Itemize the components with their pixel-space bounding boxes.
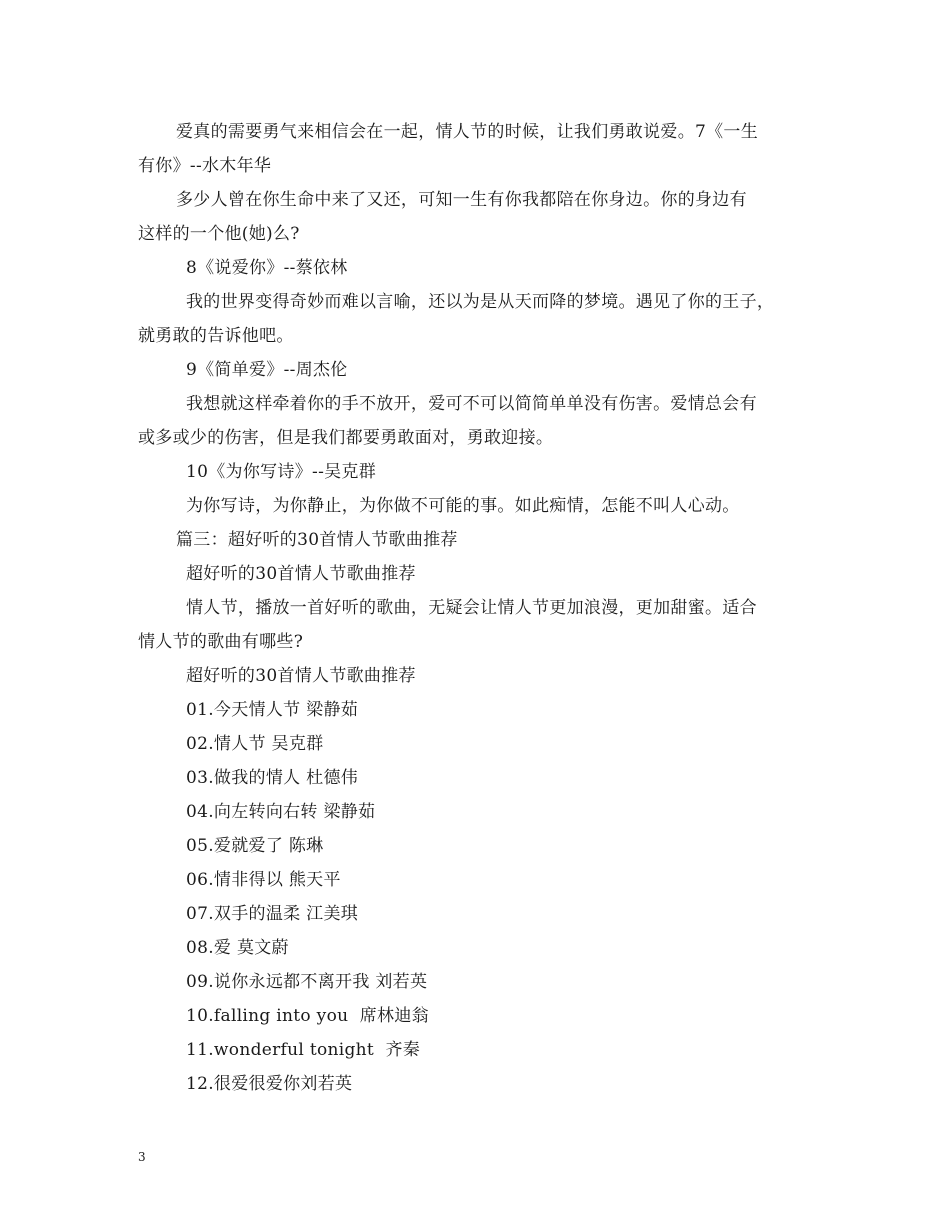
paragraph-line: 这样的一个他(她)么? xyxy=(138,224,300,244)
paragraph-line: 我想就这样牵着你的手不放开，爱可不可以简简单单没有伤害。爱情总会有 xyxy=(186,394,757,414)
list-item: 01.今天情人节 梁静茹 xyxy=(186,700,359,720)
list-item: 04.向左转向右转 梁静茹 xyxy=(186,802,376,822)
paragraph-line: 就勇敢的告诉他吧。 xyxy=(138,326,294,346)
list-item: 06.情非得以 熊天平 xyxy=(186,870,341,890)
paragraph-line: 爱真的需要勇气来相信会在一起，情人节的时候，让我们勇敢说爱。7《一生 xyxy=(176,122,759,142)
paragraph-line: 有你》--水木年华 xyxy=(138,156,272,176)
list-item: 05.爱就爱了 陈琳 xyxy=(186,836,324,856)
list-item: 08.爱 莫文蔚 xyxy=(186,938,289,958)
song-heading: 8《说爱你》--蔡依林 xyxy=(186,258,348,278)
paragraph-line: 情人节的歌曲有哪些? xyxy=(138,632,304,652)
list-item: 12.很爱很爱你刘若英 xyxy=(186,1074,353,1094)
list-item: 02.情人节 吴克群 xyxy=(186,734,324,754)
song-heading: 9《简单爱》--周杰伦 xyxy=(186,360,348,380)
section-title: 超好听的30首情人节歌曲推荐 xyxy=(186,564,416,584)
page-number: 3 xyxy=(138,1150,146,1164)
paragraph-line: 我的世界变得奇妙而难以言喻，还以为是从天而降的梦境。遇见了你的王子， xyxy=(186,292,775,312)
paragraph-line: 情人节，播放一首好听的歌曲，无疑会让情人节更加浪漫，更加甜蜜。适合 xyxy=(186,598,757,618)
song-heading: 10《为你写诗》--吴克群 xyxy=(186,462,377,482)
paragraph-line: 多少人曾在你生命中来了又还，可知一生有你我都陪在你身边。你的身边有 xyxy=(176,190,747,210)
list-title: 超好听的30首情人节歌曲推荐 xyxy=(186,666,416,686)
section-heading: 篇三：超好听的30首情人节歌曲推荐 xyxy=(176,530,458,550)
list-item: 09.说你永远都不离开我 刘若英 xyxy=(186,972,428,992)
list-item: 07.双手的温柔 江美琪 xyxy=(186,904,359,924)
paragraph-line: 为你写诗，为你静止，为你做不可能的事。如此痴情，怎能不叫人心动。 xyxy=(186,496,740,516)
list-item: 03.做我的情人 杜德伟 xyxy=(186,768,359,788)
list-item: 11.wonderful tonight 齐秦 xyxy=(186,1040,421,1060)
paragraph-line: 或多或少的伤害，但是我们都要勇敢面对，勇敢迎接。 xyxy=(138,428,554,448)
list-item: 10.falling into you 席林迪翁 xyxy=(186,1006,429,1026)
